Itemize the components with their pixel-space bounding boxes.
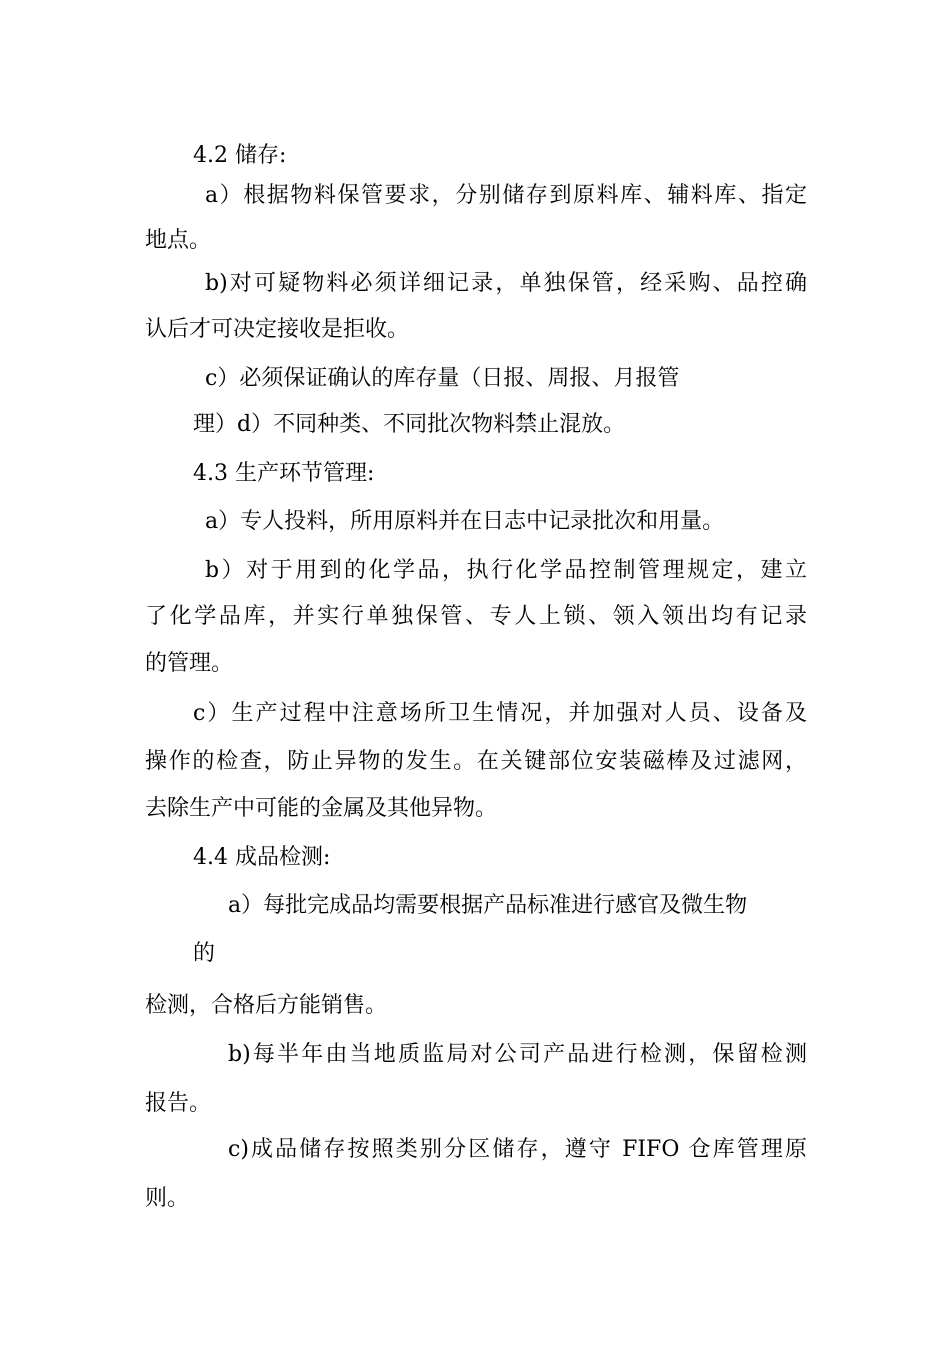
section-heading-inspection: 4.4 成品检测: [193, 845, 331, 870]
text-line: 操作的检查，防止异物的发生。在关键部位安装磁棒及过滤网， [145, 749, 807, 774]
text-line: 则。 [145, 1186, 190, 1211]
text-line: 检测，合格后方能销售。 [145, 993, 388, 1018]
section-heading-storage: 4.2 储存: [193, 143, 287, 168]
text-line: 认后才可决定接收是拒收。 [145, 317, 410, 342]
text-line: 理）d）不同种类、不同批次物料禁止混放。 [193, 412, 626, 437]
text-line: 去除生产中可能的金属及其他异物。 [145, 796, 498, 821]
text-line: c）必须保证确认的库存量（日报、周报、月报管 [205, 366, 680, 391]
text-line: 报告。 [145, 1091, 212, 1116]
text-line: a）专人投料，所用原料并在日志中记录批次和用量。 [205, 509, 725, 534]
text-line: 了化学品库，并实行单独保管、专人上锁、领入领出均有记录 [145, 604, 807, 629]
text-line: 的管理。 [145, 651, 234, 676]
section-heading-production: 4.3 生产环节管理: [193, 461, 375, 486]
text-line: 地点。 [145, 228, 212, 253]
text-line: a）根据物料保管要求，分别储存到原料库、辅料库、指定 [205, 183, 807, 208]
text-line: 的 [193, 941, 216, 966]
text-line: b）对于用到的化学品，执行化学品控制管理规定，建立 [205, 558, 807, 583]
text-line: c）生产过程中注意场所卫生情况，并加强对人员、设备及 [193, 701, 807, 726]
text-line: b)每半年由当地质监局对公司产品进行检测，保留检测 [228, 1042, 807, 1067]
text-line: c)成品储存按照类别分区储存，遵守 FIFO 仓库管理原 [228, 1137, 807, 1162]
text-line: b)对可疑物料必须详细记录，单独保管，经采购、品控确 [205, 271, 807, 296]
text-line: a）每批完成品均需要根据产品标准进行感官及微生物 [228, 893, 748, 918]
